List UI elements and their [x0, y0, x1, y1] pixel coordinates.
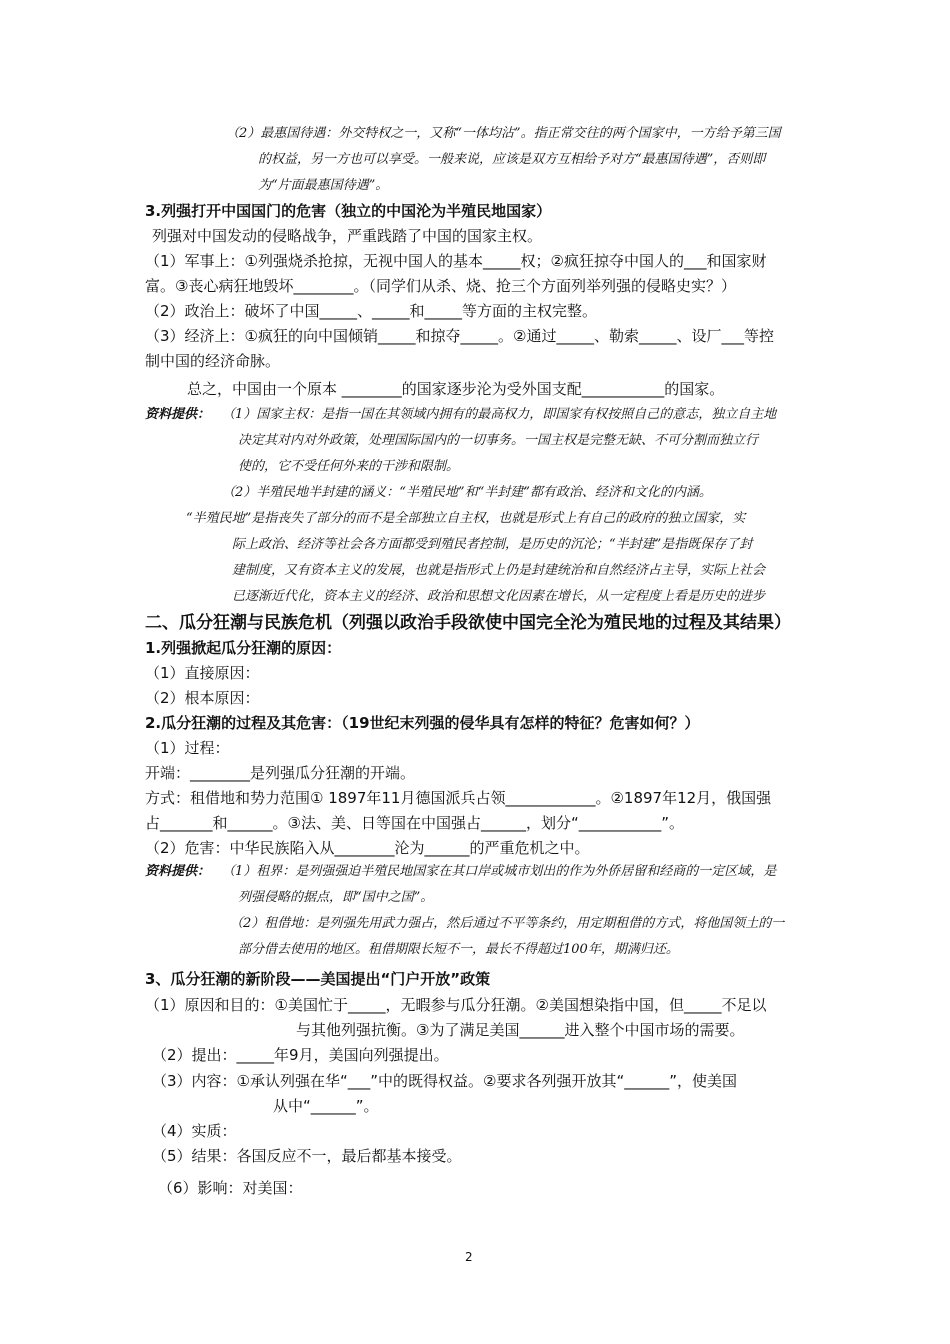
text-line: 富。③丧心病狂地毁坏________。（同学们从杀、烧、抢三个方面列举列强的侵略史实？）	[145, 277, 736, 295]
text-line: （1）原因和目的：①美国忙于_____，无暇参与瓜分狂潮。②美国想染指中国，但_____不足以	[145, 996, 767, 1014]
text-line: 方式：租借地和势力范围① 1897年11月德国派兵占领____________。②1897年12月，俄国强	[145, 789, 772, 807]
text-line: 1.列强掀起瓜分狂潮的原因：	[145, 639, 342, 657]
text-line: 2.瓜分狂潮的过程及其危害：（19世纪末列强的侵华具有怎样的特征？危害如何？）	[145, 714, 700, 732]
text-line: 际上政治、经济等社会各方面都受到殖民者控制，是历史的沉沦；“半封建”是指既保存了封	[232, 537, 753, 552]
text-line: （2）危害：中华民族陷入从________沦为______的严重危机之中。	[145, 839, 590, 857]
text-line: 资料提供：	[145, 407, 211, 422]
text-line: 决定其对内对外政策，处理国际国内的一切事务。一国主权是完整无缺、不可分割而独立行	[238, 433, 759, 448]
text-line: 占_______和______。③法、美、日等国在中国强占______，划分“___________”。	[145, 814, 684, 832]
text-line: 3、瓜分狂潮的新阶段——美国提出“门户开放”政策	[145, 970, 491, 988]
text-line: “半殖民地”是指丧失了部分的而不是全部独立自主权，也就是形式上有自己的政府的独立国家，实	[186, 511, 746, 526]
text-line: 与其他列强抗衡。③为了满足美国______进入整个中国市场的需要。	[296, 1021, 745, 1039]
text-line: 使的，它不受任何外来的干涉和限制。	[238, 459, 460, 474]
text-line: （3）内容：①承认列强在华“___”中的既得权益。②要求各列强开放其“______”，使美国	[152, 1072, 738, 1090]
text-line: 为“片面最惠国待遇”。	[258, 178, 389, 193]
text-line: 列强侵略的据点，即“国中之国”。	[238, 890, 434, 905]
text-line: （1）租界：是列强强迫半殖民地国家在其口岸或城市划出的作为外侨居留和经商的一定区域，是	[222, 864, 777, 879]
text-line: 列强对中国发动的侵略战争，严重践踏了中国的国家主权。	[152, 227, 543, 245]
text-line: （5）结果：各国反应不一，最后都基本接受。	[152, 1147, 462, 1165]
text-line: （1）直接原因：	[145, 664, 260, 682]
text-line: （2）政治上：破坏了中国_____、_____和_____等方面的主权完整。	[145, 302, 598, 320]
text-line: 总之，中国由一个原本 ________的国家逐步沦为受外国支配___________的国家。	[187, 380, 725, 398]
text-line: 开端：________是列强瓜分狂潮的开端。	[145, 764, 416, 782]
text-line: （6）影响：对美国：	[158, 1179, 303, 1197]
text-line: （2）提出：_____年9月，美国向列强提出。	[152, 1046, 449, 1064]
text-line: （2）半殖民地半封建的涵义：“半殖民地”和“半封建”都有政治、经济和文化的内涵。	[222, 485, 712, 500]
text-line: 的权益，另一方也可以享受。一般来说，应该是双方互相给予对方“最惠国待遇”，否则即	[258, 152, 766, 167]
page-number: 2	[465, 1250, 473, 1264]
text-line: 制中国的经济命脉。	[145, 352, 281, 370]
text-line: 二、瓜分狂潮与民族危机（列强以政治手段欲使中国完全沦为殖民地的过程及其结果）	[145, 613, 791, 633]
text-line: （4）实质：	[152, 1122, 237, 1140]
text-line: （1）军事上：①列强烧杀抢掠，无视中国人的基本_____权；②疯狂掠夺中国人的___和国家财	[145, 252, 767, 270]
text-line: （2）最惠国待遇：外交特权之一，又称“一体均沾”。指正常交往的两个国家中，一方给予第三国	[226, 126, 781, 141]
text-line: 3.列强打开中国国门的危害（独立的中国沦为半殖民地国家）	[145, 202, 552, 220]
text-line: 资料提供：	[145, 864, 211, 879]
text-line: 从中“______”。	[273, 1097, 379, 1115]
text-line: （2）租借地：是列强先用武力强占，然后通过不平等条约，用定期租借的方式，将他国领土的一	[230, 916, 785, 931]
text-line: （1）国家主权：是指一国在其领域内拥有的最高权力，即国家有权按照自己的意志，独立自主地	[222, 407, 777, 422]
text-line: 部分借去使用的地区。租借期限长短不一，最长不得超过100年，期满归还。	[238, 942, 679, 957]
text-line: （3）经济上：①疯狂的向中国倾销_____和掠夺_____。②通过_____、勒索_____、设厂___等控	[145, 327, 774, 345]
text-line: （2）根本原因：	[145, 689, 260, 707]
text-line: 建制度，又有资本主义的发展，也就是指形式上仍是封建统治和自然经济占主导，实际上社会	[232, 563, 766, 578]
text-line: （1）过程：	[145, 739, 230, 757]
text-line: 已逐渐近代化，资本主义的经济、政治和思想文化因素在增长，从一定程度上看是历史的进步	[232, 589, 766, 604]
